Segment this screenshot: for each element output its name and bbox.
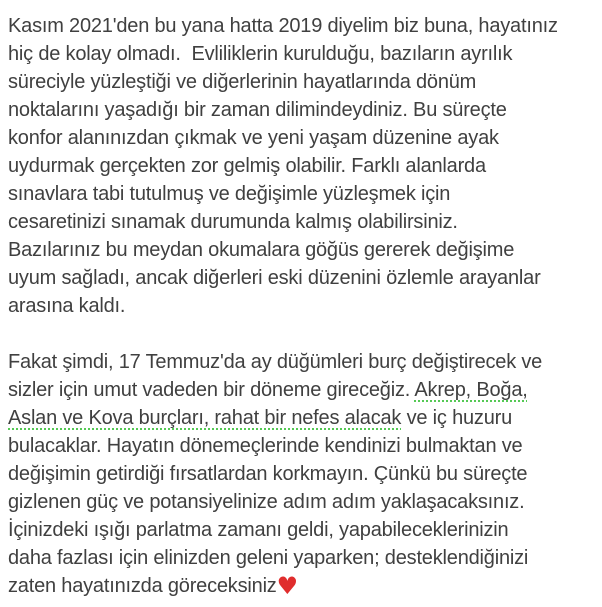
grammar-flagged-text: Aslan ve Kova burçları, rahat bir nefes alacak <box>8 407 402 429</box>
text-line: daha fazlası için elinizden geleni yaparken; desteklendiğinizi <box>8 547 529 569</box>
text-line: noktalarını yaşadığı bir zaman dilimindeydiniz. Bu süreçte <box>8 99 507 121</box>
text-line: gizlenen güç ve potansiyelinize adım adım yaklaşacaksınız. <box>8 491 525 513</box>
text-line: İçinizdeki ışığı parlatma zamanı geldi, yapabileceklerinizin <box>8 519 509 541</box>
text-line: süreciyle yüzleştiği ve diğerlerinin hayatlarında dönüm <box>8 71 477 93</box>
text-segment: ve iç huzuru <box>401 407 513 429</box>
text-line <box>8 404 598 432</box>
paragraph-1 <box>8 12 598 320</box>
red-heart-icon: ♥ <box>276 572 299 600</box>
text-line: bulacaklar. Hayatın dönemeçlerinde kendinizi bulmaktan ve <box>8 435 523 457</box>
text-segment: zaten hayatınızda göreceksiniz <box>8 575 277 597</box>
text-line: uydurmak gerçekten zor gelmiş olabilir. Farklı alanlarda <box>8 155 486 177</box>
text-line: Bazılarınız bu meydan okumalara göğüs gererek değişime <box>8 239 515 261</box>
text-line: konfor alanınızdan çıkmak ve yeni yaşam düzenine ayak <box>8 127 499 149</box>
text-line: Kasım 2021'den bu yana hatta 2019 diyelim biz buna, hayatınız <box>8 15 558 37</box>
text-line: uyum sağladı, ancak diğerleri eski düzenini özlemle arayanlar <box>8 267 541 289</box>
text-line <box>8 572 598 600</box>
text-line: sınavlara tabi tutulmuş ve değişimle yüzleşmek için <box>8 183 451 205</box>
paragraph-2 <box>8 348 598 600</box>
text-segment: sizler için umut vadeden bir döneme gireceğiz. <box>8 379 415 401</box>
text-line: Fakat şimdi, 17 Temmuz'da ay düğümleri burç değiştirecek ve <box>8 351 543 373</box>
grammar-flagged-text: Akrep, Boğa, <box>414 379 528 401</box>
text-line: hiç de kolay olmadı. Evliliklerin kurulduğu, bazıların ayrılık <box>8 43 513 65</box>
text-line <box>8 376 598 404</box>
text-line: arasına kaldı. <box>8 295 126 317</box>
text-line: cesaretinizi sınamak durumunda kalmış olabilirsiniz. <box>8 211 458 233</box>
text-line: değişimin getirdiği fırsatlardan korkmayın. Çünkü bu süreçte <box>8 463 528 485</box>
